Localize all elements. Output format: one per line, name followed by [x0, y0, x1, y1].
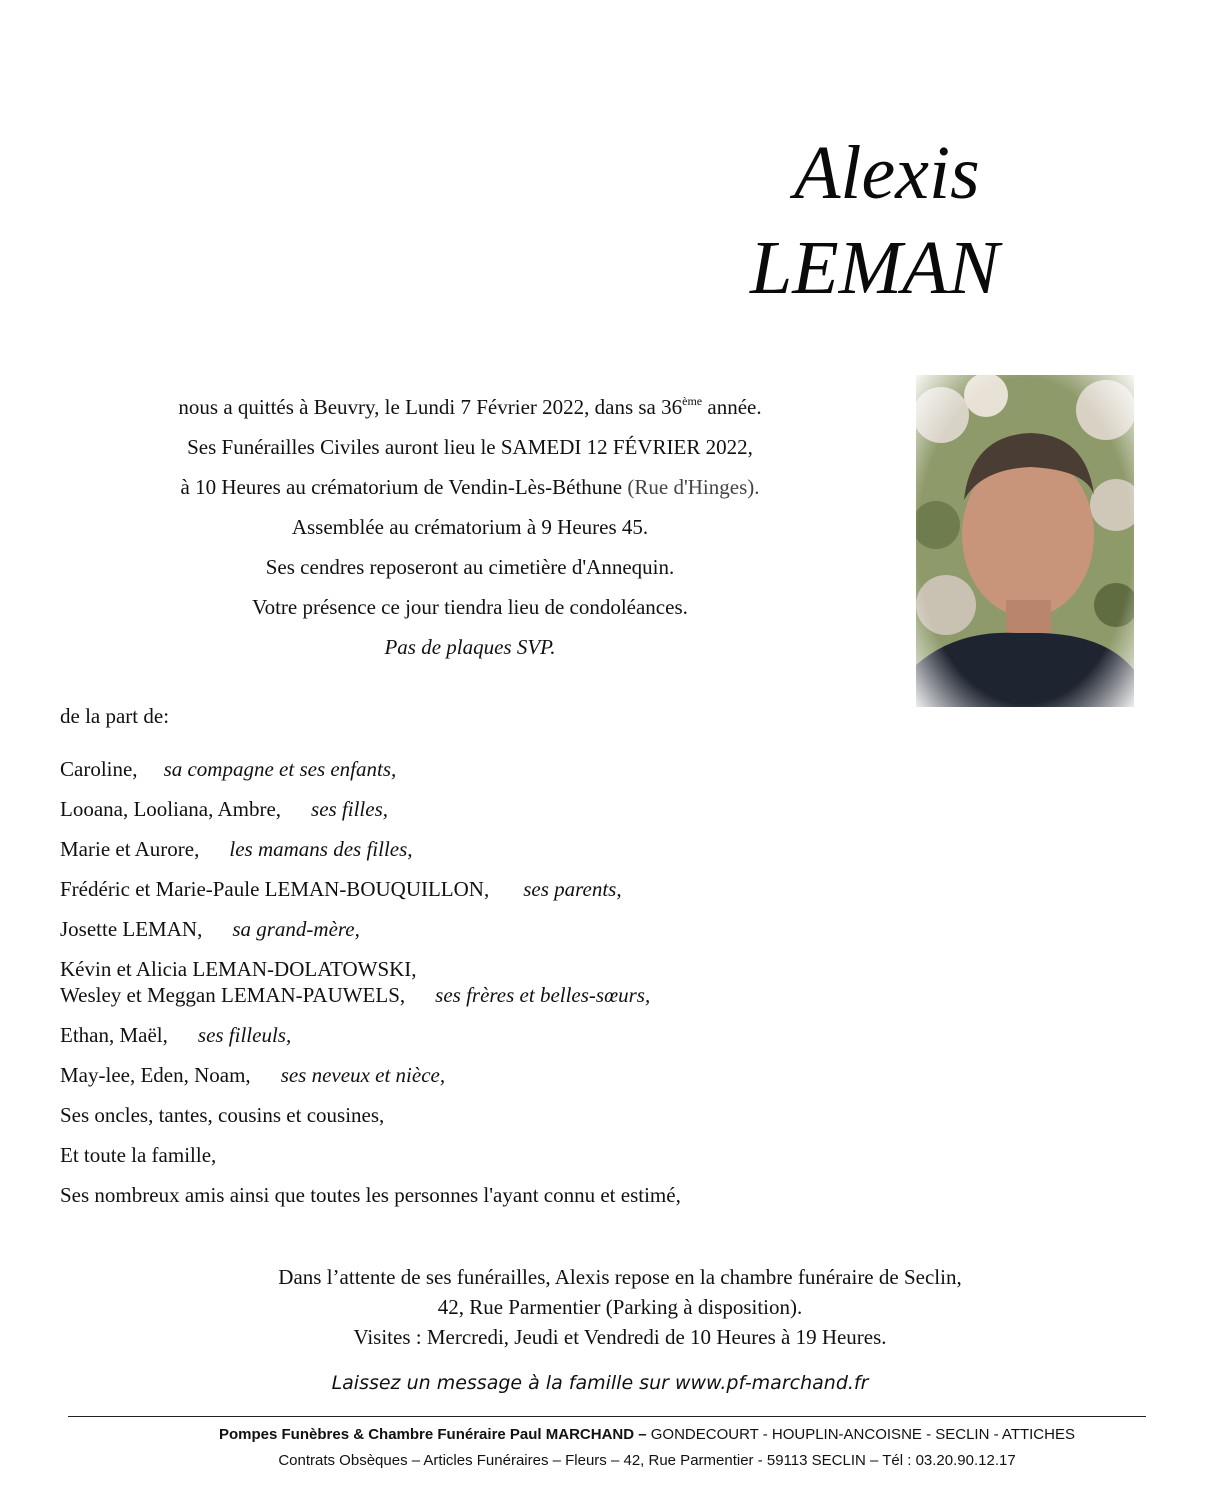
- family-row: Josette LEMAN, sa grand-mère,: [60, 917, 360, 941]
- family-list: [60, 756, 681, 1222]
- footer-services-line: Contrats Obsèques – Articles Funéraires – Fleurs – 42, Rue Parmentier - 59113 SECLIN – Tél : 03.20.90.12.17: [278, 1452, 1016, 1469]
- announcement-line-5: Ses cendres reposeront au cimetière d'Annequin.: [265, 555, 675, 579]
- announcement-line-1: nous a quittés à Beuvry, le Lundi 7 Février 2022, dans sa 36ème année.: [178, 394, 762, 419]
- closing-line-1: Dans l’attente de ses funérailles, Alexis repose en la chambre funéraire de Seclin,: [278, 1265, 962, 1289]
- first-name: Alexis: [794, 131, 980, 215]
- announcement: [110, 392, 830, 672]
- from-label: de la part de:: [60, 704, 170, 728]
- announcement-line-4: Assemblée au crématorium à 9 Heures 45.: [291, 515, 649, 539]
- announcement-line-6: Votre présence ce jour tiendra lieu de condoléances.: [252, 595, 688, 619]
- footer-divider: [68, 1416, 1146, 1417]
- family-row: May-lee, Eden, Noam, ses neveux et nièce,: [60, 1063, 446, 1087]
- closing-notice: [160, 1262, 1080, 1352]
- family-row: Looana, Looliana, Ambre, ses filles,: [60, 797, 389, 821]
- closing-line-3: Visites : Mercredi, Jeudi et Vendredi de 10 Heures à 19 Heures.: [353, 1325, 887, 1349]
- announcement-line-3: à 10 Heures au crématorium de Vendin-Lès-Béthune (Rue d'Hinges).: [180, 475, 760, 499]
- announcement-line-2: Ses Funérailles Civiles auront lieu le SAMEDI 12 FÉVRIER 2022,: [187, 435, 753, 459]
- last-name: LEMAN: [750, 226, 1000, 310]
- web-message: Laissez un message à la famille sur www.pf-marchand.fr: [331, 1372, 869, 1394]
- family-row: Caroline, sa compagne et ses enfants,: [60, 757, 397, 781]
- family-row: Kévin et Alicia LEMAN-DOLATOWSKI, Wesley et Meggan LEMAN-PAUWELS, ses frères et belles-sœurs,: [60, 957, 651, 1007]
- footer-company-line: Pompes Funèbres & Chambre Funéraire Paul MARCHAND – GONDECOURT - HOUPLIN-ANCOISNE - SECLIN - ATTICHES: [219, 1426, 1075, 1443]
- family-row: Ses oncles, tantes, cousins et cousines,: [60, 1103, 385, 1127]
- family-row: Et toute la famille,: [60, 1143, 217, 1167]
- family-row: Marie et Aurore, les mamans des filles,: [60, 837, 413, 861]
- family-row: Ses nombreux amis ainsi que toutes les personnes l'ayant connu et estimé,: [60, 1183, 681, 1207]
- family-row: Frédéric et Marie-Paule LEMAN-BOUQUILLON, ses parents,: [60, 877, 622, 901]
- closing-line-2: 42, Rue Parmentier (Parking à disposition).: [437, 1295, 803, 1319]
- family-row: Ethan, Maël, ses filleuls,: [60, 1023, 292, 1047]
- announcement-line-7: Pas de plaques SVP.: [384, 635, 556, 659]
- portrait-photo: [916, 375, 1134, 707]
